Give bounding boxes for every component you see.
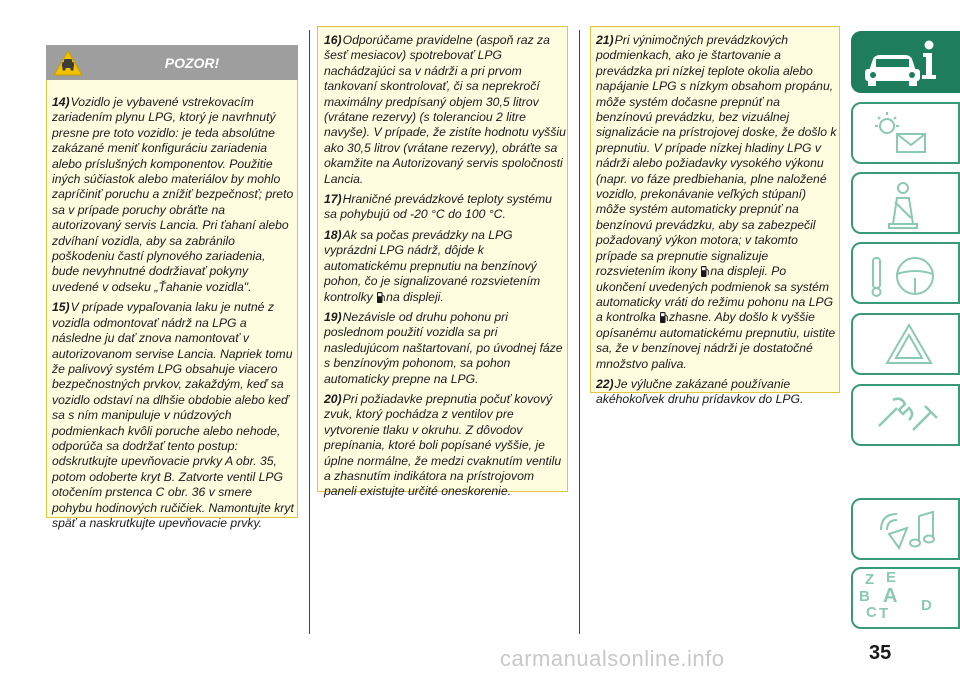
watermark: carmanualsonline.info (500, 646, 725, 671)
tab-starting-driving[interactable] (851, 242, 960, 304)
tab-multimedia[interactable] (851, 498, 960, 560)
note-21: 21)Pri výnimočných prevádzkových podmienkach, ako je štartovanie a prevádzka pri nízkej teplote okolia alebo napájanie LPG s nízkym obsahom propánu, môže systém dočasne prepnúť na benzínovú prevádzku, bez vizuálnej signalizácie na prístrojovej doske, že došlo k prepnutiu. V prípade nízkej hladiny LPG v nádrži alebo požiadavky vysokého výkonu (napr. vo fáze predbiehania, plne naložené vozidlo, prekonávanie veľkých stúpaní) môže systém automaticky prepnúť na benzínovú prevádzku, aby sa zabezpečil požadovaný výkon motora; v takomto prípade sa prepnutie signalizuje rozsvietením ikony na displeji. Po ukončení uvedených podmienok sa systém automaticky vráti do režimu pohonu na LPG a kontrolka zhasne. Aby došlo k vyššie opísanému automatickému prepnutiu, uistite sa, že v benzínovej nádrži je dostatočné množstvo paliva. (596, 33, 837, 371)
index-letter: C (866, 604, 877, 621)
index-letter: E (886, 569, 897, 586)
fuel-pump-icon (377, 291, 385, 303)
index-letter: B (859, 588, 870, 605)
warning-text (52, 95, 295, 536)
note-14: 14)Vozidlo je vybavené vstrekovacím zariadením plynu LPG, ktorý je navrhnutý presne pre toto vozidlo: je teda absolútne zakázané meniť konfiguráciu zariadenia alebo príslušných komponentov. Použitie iných súčiastok alebo materiálov by mohlo zapríčiniť poruchu a znížiť bezpečnosť; preto sa v prípade poruchy obráťte na autorizovaný servis Lancia. Pri ťahaní alebo zdvíhaní vozidla, aby sa zabránilo poškodeniu častí plynového zariadenia, bude nevyhnutné dodržiavať pokyny uvedené v odseku „Ťahanie vozidla". (52, 95, 294, 294)
notes-text-right (596, 33, 838, 413)
note-17: 17)Hraničné prevádzkové teploty systému sa pohybujú od -20 °C do 100 °C. (324, 192, 552, 222)
fuel-pump-icon (660, 311, 668, 323)
warning-car-icon (53, 50, 83, 76)
tab-maintenance[interactable] (851, 384, 960, 446)
note-22: 22)Je výlučne zakázané používanie akéhokoľvek druhu prídavkov do LPG. (596, 376, 804, 407)
safety-icon (853, 174, 960, 236)
note-18: 18)Ak sa počas prevádzky na LPG vyprázdni LPG nádrž, dôjde k automatickému prepnutiu na benzínový pohon, čo je signalizované rozsvietením kontrolky na displeji. (324, 227, 541, 304)
tab-dashboard-lights[interactable] (851, 102, 960, 164)
notes-text-middle (324, 33, 566, 505)
tab-safety[interactable] (851, 172, 960, 234)
tab-car-info[interactable] (851, 31, 960, 93)
index-letter: T (879, 605, 889, 622)
page-number: 35 (869, 642, 892, 664)
warning-header (46, 45, 298, 80)
emergency-icon (853, 315, 960, 377)
fuel-pump-icon (701, 265, 709, 277)
warning-title: POZOR! (164, 55, 220, 71)
multimedia-icon (853, 500, 960, 562)
tab-emergency[interactable] (851, 313, 960, 375)
dashboard-lights-icon (853, 104, 960, 166)
index-letter: Z (865, 571, 875, 588)
index-letter: D (921, 597, 932, 614)
index-letters-icon (853, 569, 960, 631)
note-15: 15)V prípade vypaľovania laku je nutné z vozidla odmontovať nádrž na LPG a následne ju dať znova namontovať v autorizovanom servise Lancia. Napriek tomu že palivový systém LPG obsahuje viacero bezpečnostných prvkov, zakaždým, keď sa vozidlo odstaví na dlhšie obdobie alebo keď sa s ním manipuluje v núdzových podmienkach kvôli poruche alebo nehode, odporúča sa dodržať tento postup: odskrutkujte upevňovacie prvky A obr. 35, potom odoberte kryt B. Zatvorte ventil LPG otočením prstenca C obr. 36 v smere pohybu hodinových ručičiek. Namontujte kryt späť a naskrutkujte upevňovacie prvky. (52, 300, 294, 530)
car-info-icon (851, 31, 960, 93)
index-letter: A (883, 585, 898, 607)
starting-driving-icon (853, 244, 960, 306)
tab-index[interactable] (851, 567, 960, 629)
note-16: 16)Odporúčame pravidelne (aspoň raz za šesť mesiacov) spotrebovať LPG nachádzajúci sa v nádrži a pri prvom tankovaní skontrolovať, či sa neprekročí maximálny predpísaný objem 30,5 litrov (vrátane rezervy) (s toleranciou 2 litre navyše). V prípade, že zistíte hodnotu vyššiu ako 30,5 litrov (vrátane rezervy), obráťte sa okamžite na Autorizovaný servis spoločnosti Lancia. (324, 33, 566, 186)
column-divider (309, 30, 310, 634)
column-divider (579, 30, 580, 634)
note-20: 20)Pri požiadavke prepnutia počuť kovový zvuk, ktorý pochádza z ventilov pre vytvorenie tlaku v okruhu. Z dôvodov prepínania, ktoré boli popísané vyššie, je úplne normálne, že medzi cvaknutím ventilu a zhasnutím indikátora na prístrojovom paneli existujte určité oneskorenie. (324, 391, 562, 499)
note-19: 19)Nezávisle od druhu pohonu pri poslednom použití vozidla sa pri nasledujúcom naštartovaní, po úvodnej fáze s benzínovým pohonom, sa pohon automaticky prepne na LPG. (324, 309, 563, 386)
maintenance-icon (853, 386, 960, 448)
